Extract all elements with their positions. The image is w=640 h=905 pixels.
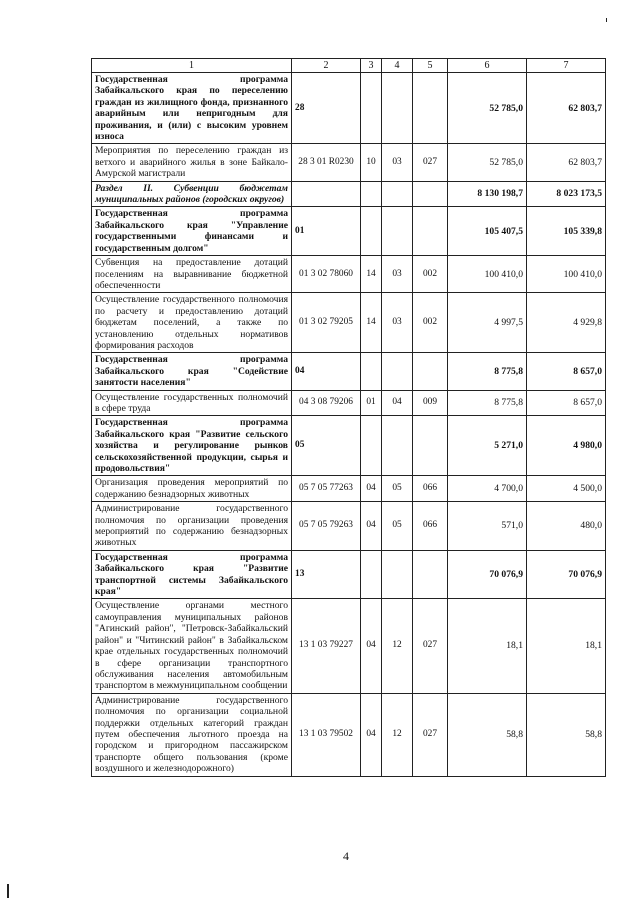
row-amount-2: 58,8	[527, 693, 606, 776]
row-section: 04	[361, 599, 382, 693]
header-col-6: 6	[448, 59, 527, 73]
row-name: Государственная программа Забайкальского края "Развитие транспортной системы Забайкальского края"	[92, 550, 292, 599]
row-type: 027	[413, 693, 448, 776]
table-row	[92, 476, 606, 502]
row-name: Субвенция на предоставление дотаций поселениям на выравнивание бюджетной обеспеченности	[92, 256, 292, 293]
row-section: 04	[361, 502, 382, 551]
row-type	[413, 416, 448, 476]
row-section: 04	[361, 693, 382, 776]
row-name: Осуществление органами местного самоуправления муниципальных районов "Агинский район", "Петровск-Забайкальский район" и "Читинский район" в Забайкальском крае отдельных государственных полномочий в сфере организации транспортного обслуживания населения автомобильным транспортом в межмуниципальном сообщении	[92, 599, 292, 693]
row-code: 05	[292, 416, 361, 476]
header-col-3: 3	[361, 59, 382, 73]
header-col-7: 7	[527, 59, 606, 73]
row-type: 002	[413, 256, 448, 293]
row-amount-1: 8 130 198,7	[448, 181, 527, 207]
row-amount-2: 8 023 173,5	[527, 181, 606, 207]
row-name: Осуществление государственного полномочия по расчету и предоставлению дотаций бюджетам поселений, а также по установлению отдельных нормативов формирования расходов	[92, 293, 292, 353]
table-row	[92, 416, 606, 476]
row-section: 10	[361, 144, 382, 181]
row-amount-2: 70 076,9	[527, 550, 606, 599]
row-amount-2: 62 803,7	[527, 144, 606, 181]
row-type	[413, 550, 448, 599]
row-subsection: 05	[382, 476, 413, 502]
row-amount-2: 4 929,8	[527, 293, 606, 353]
row-code: 01 3 02 78060	[292, 256, 361, 293]
row-code	[292, 181, 361, 207]
scan-dot	[606, 18, 607, 22]
row-section	[361, 181, 382, 207]
row-subsection: 03	[382, 144, 413, 181]
table-row	[92, 550, 606, 599]
row-amount-1: 571,0	[448, 502, 527, 551]
row-amount-1: 52 785,0	[448, 144, 527, 181]
row-type	[413, 207, 448, 256]
row-amount-1: 8 775,8	[448, 390, 527, 416]
row-name: Государственная программа Забайкальского края "Содействие занятости населения"	[92, 353, 292, 390]
table-row	[92, 144, 606, 181]
header-row	[92, 59, 606, 73]
row-subsection	[382, 353, 413, 390]
row-amount-1: 70 076,9	[448, 550, 527, 599]
row-subsection: 03	[382, 293, 413, 353]
row-name: Государственная программа Забайкальского края "Управление государственными финансами и государственным долгом"	[92, 207, 292, 256]
row-code: 04	[292, 353, 361, 390]
row-section	[361, 550, 382, 599]
row-amount-1: 8 775,8	[448, 353, 527, 390]
table-row	[92, 181, 606, 207]
row-name: Государственная программа Забайкальского края "Развитие сельского хозяйства и регулирование рынков сельскохозяйственной продукции, сырья и продовольствия"	[92, 416, 292, 476]
row-amount-2: 100 410,0	[527, 256, 606, 293]
row-code: 28	[292, 73, 361, 144]
row-code: 13 1 03 79502	[292, 693, 361, 776]
header-col-2: 2	[292, 59, 361, 73]
row-type: 002	[413, 293, 448, 353]
table-row	[92, 207, 606, 256]
row-amount-1: 5 271,0	[448, 416, 527, 476]
row-type	[413, 73, 448, 144]
row-amount-2: 4 500,0	[527, 476, 606, 502]
row-amount-2: 105 339,8	[527, 207, 606, 256]
row-subsection	[382, 416, 413, 476]
table-row	[92, 73, 606, 144]
row-section: 04	[361, 476, 382, 502]
row-type	[413, 353, 448, 390]
row-code: 04 3 08 79206	[292, 390, 361, 416]
header-col-1: 1	[92, 59, 292, 73]
row-subsection	[382, 181, 413, 207]
row-amount-1: 52 785,0	[448, 73, 527, 144]
row-type	[413, 181, 448, 207]
row-code: 05 7 05 79263	[292, 502, 361, 551]
row-amount-1: 100 410,0	[448, 256, 527, 293]
row-amount-2: 480,0	[527, 502, 606, 551]
page-number: 4	[343, 849, 349, 863]
row-amount-2: 4 980,0	[527, 416, 606, 476]
table-row	[92, 502, 606, 551]
row-section: 01	[361, 390, 382, 416]
row-amount-2: 18,1	[527, 599, 606, 693]
row-subsection: 04	[382, 390, 413, 416]
header-col-4: 4	[382, 59, 413, 73]
table-row	[92, 693, 606, 776]
row-section: 14	[361, 293, 382, 353]
row-subsection	[382, 207, 413, 256]
row-code: 01 3 02 79205	[292, 293, 361, 353]
row-section	[361, 416, 382, 476]
row-code: 13	[292, 550, 361, 599]
row-subsection	[382, 73, 413, 144]
row-subsection: 05	[382, 502, 413, 551]
row-amount-1: 4 997,5	[448, 293, 527, 353]
row-type: 066	[413, 476, 448, 502]
table-row	[92, 293, 606, 353]
table-header	[92, 59, 606, 73]
header-col-5: 5	[413, 59, 448, 73]
budget-table	[91, 58, 606, 777]
row-section	[361, 353, 382, 390]
row-amount-1: 4 700,0	[448, 476, 527, 502]
row-code: 01	[292, 207, 361, 256]
row-amount-1: 58,8	[448, 693, 527, 776]
row-subsection: 03	[382, 256, 413, 293]
row-subsection	[382, 550, 413, 599]
row-amount-2: 62 803,7	[527, 73, 606, 144]
row-amount-1: 18,1	[448, 599, 527, 693]
row-name: Организация проведения мероприятий по содержанию безнадзорных животных	[92, 476, 292, 502]
row-section: 14	[361, 256, 382, 293]
row-section	[361, 207, 382, 256]
table-row	[92, 390, 606, 416]
row-name: Государственная программа Забайкальского края по переселению граждан из жилищного фонда, признанного аварийным или непригодным для проживания, и (или) с высоким уровнем износа	[92, 73, 292, 144]
row-amount-1: 105 407,5	[448, 207, 527, 256]
scan-mark	[7, 884, 9, 898]
table-row	[92, 599, 606, 693]
row-code: 13 1 03 79227	[292, 599, 361, 693]
row-section	[361, 73, 382, 144]
row-type: 066	[413, 502, 448, 551]
table-row	[92, 256, 606, 293]
row-amount-2: 8 657,0	[527, 353, 606, 390]
table-body	[92, 73, 606, 777]
row-type: 027	[413, 144, 448, 181]
table-row	[92, 353, 606, 390]
row-name: Раздел II. Субвенции бюджетам муниципальных районов (городских округов)	[92, 181, 292, 207]
row-amount-2: 8 657,0	[527, 390, 606, 416]
row-code: 05 7 05 77263	[292, 476, 361, 502]
row-code: 28 3 01 R0230	[292, 144, 361, 181]
row-subsection: 12	[382, 599, 413, 693]
row-name: Администрирование государственного полномочия по организации проведения мероприятий по содержанию безнадзорных животных	[92, 502, 292, 551]
row-type: 009	[413, 390, 448, 416]
row-subsection: 12	[382, 693, 413, 776]
row-name: Осуществление государственных полномочий в сфере труда	[92, 390, 292, 416]
row-type: 027	[413, 599, 448, 693]
row-name: Мероприятия по переселению граждан из ветхого и аварийного жилья в зоне Байкало-Амурской магистрали	[92, 144, 292, 181]
row-name: Администрирование государственного полномочия по организации социальной поддержки отдельных категорий граждан путем обеспечения льготного проезда на городском и пригородном пассажирском транспорте общего пользования (кроме воздушного и железнодорожного)	[92, 693, 292, 776]
